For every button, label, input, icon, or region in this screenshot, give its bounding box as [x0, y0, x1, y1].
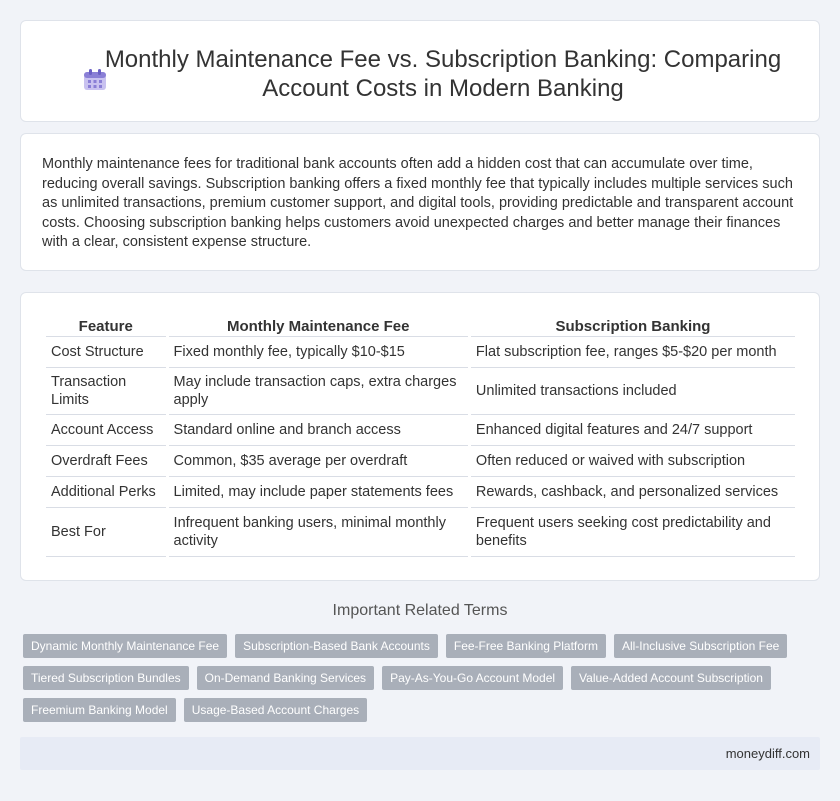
table-row	[46, 415, 795, 446]
maintenance-fee-cell: May include transaction caps, extra charges apply	[169, 368, 468, 415]
related-term-tag[interactable]: Fee-Free Banking Platform	[446, 634, 606, 658]
table-row	[46, 477, 795, 508]
feature-cell: Account Access	[46, 415, 166, 446]
feature-cell: Additional Perks	[46, 477, 166, 508]
related-term-tag[interactable]: On-Demand Banking Services	[197, 666, 374, 690]
related-term-tag[interactable]: Pay-As-You-Go Account Model	[382, 666, 563, 690]
related-term-tag[interactable]: Freemium Banking Model	[23, 698, 176, 722]
maintenance-fee-cell: Infrequent banking users, minimal monthly activity	[169, 508, 468, 557]
header-feature: Feature	[46, 315, 166, 337]
header-monthly-maintenance-fee: Monthly Maintenance Fee	[169, 315, 468, 337]
footer	[20, 737, 820, 770]
title-card	[20, 20, 820, 122]
footer-site-link[interactable]: moneydiff.com	[725, 746, 810, 761]
header-subscription-banking: Subscription Banking	[471, 315, 795, 337]
table-row	[46, 508, 795, 557]
maintenance-fee-cell: Common, $35 average per overdraft	[169, 446, 468, 477]
intro-paragraph: Monthly maintenance fees for traditional bank accounts often add a hidden cost that can accumulate over time, reducing overall savings. Subscription banking offers a fixed monthly fee that typically includes multiple services such as unlimited transactions, premium customer support, and digital tools, providing predictable and transparent account costs. Choosing subscription banking helps customers avoid unexpected charges and better manage their finances with a clear, consistent expense structure.	[42, 156, 794, 250]
related-term-tag[interactable]: Usage-Based Account Charges	[184, 698, 367, 722]
related-term-tag[interactable]: Tiered Subscription Bundles	[23, 666, 189, 690]
table-header-row	[46, 315, 795, 337]
subscription-cell: Often reduced or waived with subscription	[471, 446, 795, 477]
related-terms-tags	[23, 634, 813, 722]
related-term-tag[interactable]: Subscription-Based Bank Accounts	[235, 634, 438, 658]
subscription-cell: Flat subscription fee, ranges $5-$20 per month	[471, 337, 795, 368]
subscription-cell: Rewards, cashback, and personalized services	[471, 477, 795, 508]
maintenance-fee-cell: Standard online and branch access	[169, 415, 468, 446]
table-row	[46, 368, 795, 415]
related-term-tag[interactable]: All-Inclusive Subscription Fee	[614, 634, 787, 658]
maintenance-fee-cell: Fixed monthly fee, typically $10-$15	[169, 337, 468, 368]
related-term-tag[interactable]: Value-Added Account Subscription	[571, 666, 771, 690]
subscription-cell: Frequent users seeking cost predictability and benefits	[471, 508, 795, 557]
related-terms-heading: Important Related Terms	[332, 602, 508, 619]
related-term-tag[interactable]: Dynamic Monthly Maintenance Fee	[23, 634, 227, 658]
maintenance-fee-cell: Limited, may include paper statements fees	[169, 477, 468, 508]
table-row	[46, 337, 795, 368]
table-row	[46, 446, 795, 477]
feature-cell: Cost Structure	[46, 337, 166, 368]
feature-cell: Transaction Limits	[46, 368, 166, 415]
comparison-table	[43, 315, 798, 557]
intro-card	[20, 133, 820, 271]
comparison-table-card	[20, 292, 820, 581]
feature-cell: Overdraft Fees	[46, 446, 166, 477]
feature-cell: Best For	[46, 508, 166, 557]
subscription-cell: Unlimited transactions included	[471, 368, 795, 415]
page-title: Monthly Maintenance Fee vs. Subscription Banking: Comparing Account Costs in Modern Banking	[104, 46, 782, 102]
subscription-cell: Enhanced digital features and 24/7 support	[471, 415, 795, 446]
